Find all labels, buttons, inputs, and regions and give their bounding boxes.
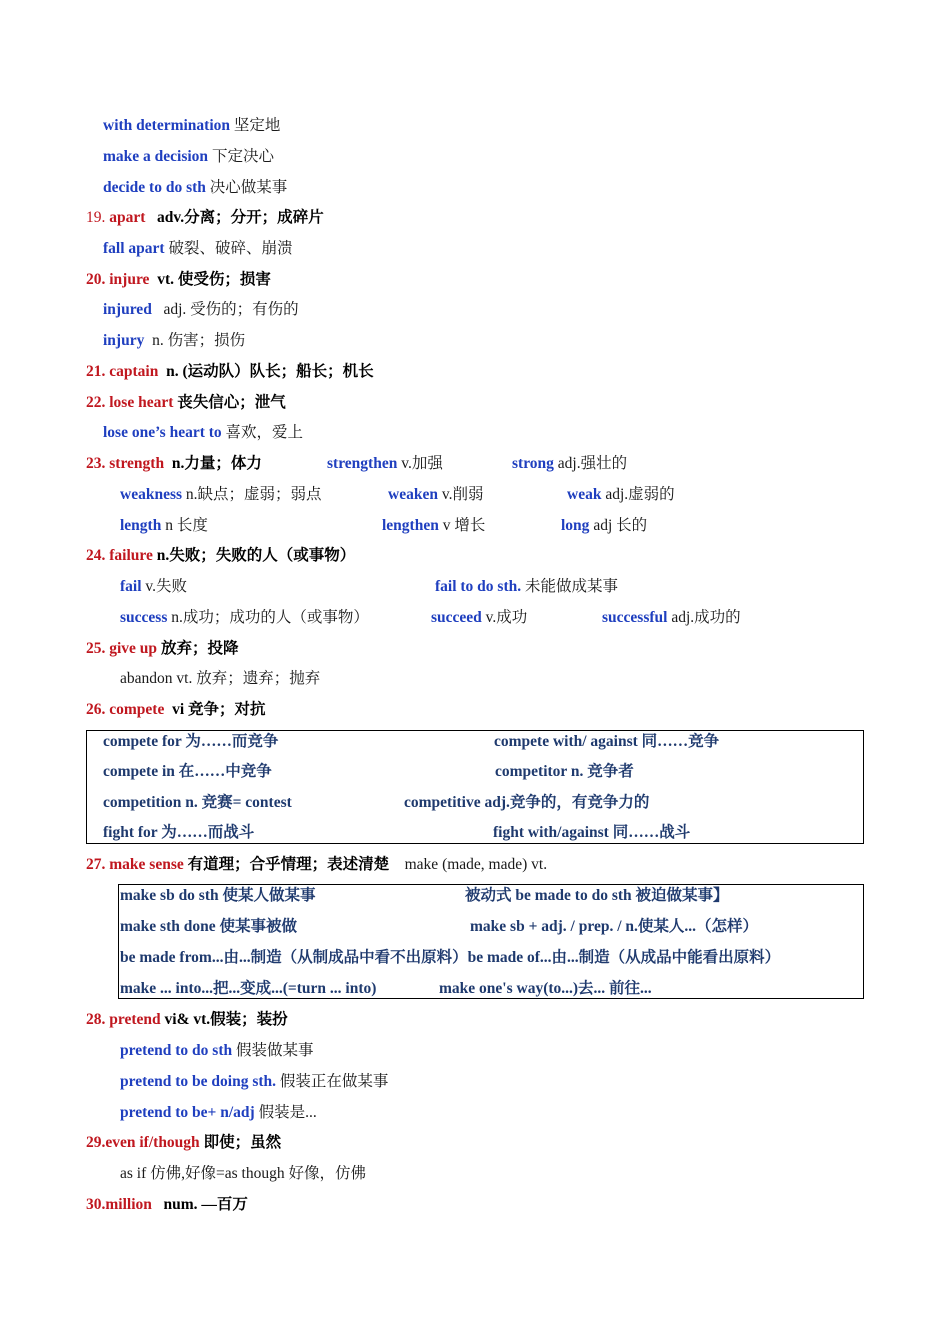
vocab-line: pretend to be doing sth. 假装正在做某事 [120,1073,389,1090]
vocab-col: succeed v.成功 [431,609,528,626]
box-cell: compete with/ against 同……竞争 [494,733,720,750]
vocab-line: lose one’s heart to 喜欢，爱上 [103,424,304,441]
vocab-heading-25: 25. give up 放弃；投降 [86,640,239,657]
box-cell: make ... into...把...变成...(=turn ... into) [120,980,377,997]
vocab-line: injured adj. 受伤的；有伤的 [103,301,299,318]
vocab-line: abandon vt. 放弃；遗弃；抛弃 [120,670,321,687]
vocab-heading-21: 21. captain n. (运动队）队长；船长；机长 [86,363,374,380]
box-cell: make sth done 使某事被做 [120,918,297,935]
vocab-line: as if 仿佛,好像=as though 好像，仿佛 [120,1165,366,1182]
vocab-col: long adj 长的 [561,517,648,534]
vocab-heading-26: 26. compete vi 竞争；对抗 [86,701,266,718]
vocab-heading-24: 24. failure n.失败；失败的人（或事物） [86,547,356,564]
box-cell: competitor n. 竞争者 [495,763,634,780]
vocab-col: strengthen v.加强 [327,455,443,472]
box-cell: make sb do sth 使某人做某事 [120,887,316,904]
vocab-col: lengthen v 增长 [382,517,486,534]
vocab-col: weak adj.虚弱的 [567,486,675,503]
vocab-heading-19: 19. apart adv.分离；分开；成碎片 [86,209,324,226]
box-cell: competition n. 竞赛= contest [103,794,292,811]
vocab-line: make a decision 下定决心 [103,148,274,165]
box-cell: be made from...由...制造（从制成品中看不出原料）be made of...由...制造（从成品中能看出原料） [120,949,781,966]
vocab-heading-28: 28. pretend vi& vt.假装；装扮 [86,1011,288,1028]
vocab-line: fall apart 破裂、破碎、崩溃 [103,240,293,257]
vocab-line: success n.成功；成功的人（或事物） [120,609,369,626]
box-cell: fight with/against 同……战斗 [493,824,691,841]
box-cell: make sb + adj. / prep. / n.使某人...（怎样） [470,918,759,935]
box-cell: compete in 在……中竞争 [103,763,272,780]
vocab-line: pretend to do sth 假装做某事 [120,1042,314,1059]
vocab-heading-23: 23. strength n.力量；体力 [86,455,262,472]
vocab-heading-27: 27. make sense 有道理；合乎情理；表述清楚 make (made, made) vt. [86,856,548,873]
vocab-line: weakness n.缺点；虚弱；弱点 [120,486,322,503]
box-cell: competitive adj.竞争的，有竞争力的 [404,794,650,811]
box-cell: make one's way(to...)去... 前往... [439,980,652,997]
vocab-line: injury n. 伤害；损伤 [103,332,246,349]
vocab-col: fail to do sth. 未能做成某事 [435,578,619,595]
vocab-line: decide to do sth 决心做某事 [103,179,288,196]
vocab-heading-30: 30.million num. —百万 [86,1196,248,1213]
vocab-col: weaken v.削弱 [388,486,484,503]
vocab-col: successful adj.成功的 [602,609,741,626]
vocab-heading-22: 22. lose heart 丧失信心；泄气 [86,394,286,411]
box-cell: 被动式 be made to do sth 被迫做某事】 [465,887,729,904]
vocab-heading-29: 29.even if/though 即使；虽然 [86,1134,282,1151]
vocab-line: fail v.失败 [120,578,188,595]
box-cell: fight for 为……而战斗 [103,824,255,841]
vocab-line: pretend to be+ n/adj 假装是... [120,1104,317,1121]
vocab-heading-20: 20. injure vt. 使受伤；损害 [86,271,271,288]
vocab-line: with determination 坚定地 [103,117,281,134]
vocab-line: length n 长度 [120,517,208,534]
box-cell: compete for 为……而竞争 [103,733,279,750]
vocab-col: strong adj.强壮的 [512,455,628,472]
